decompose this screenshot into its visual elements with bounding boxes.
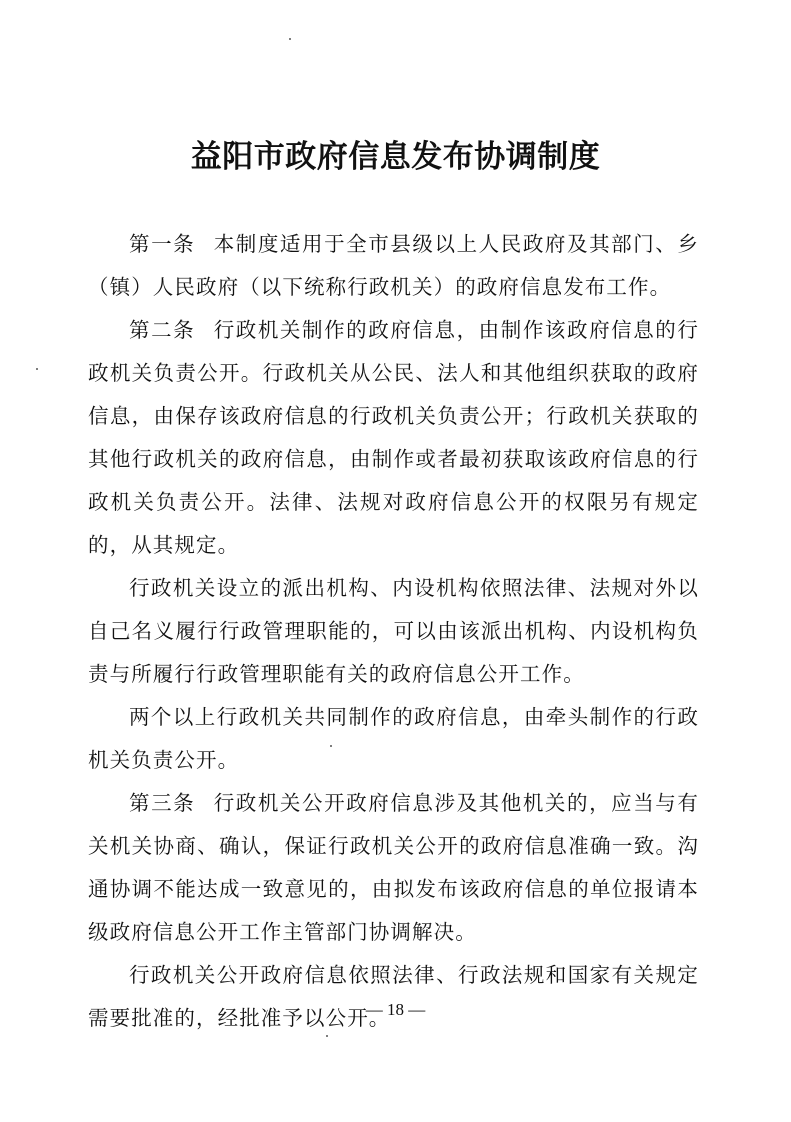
paragraph-text: 两个以上行政机关共同制作的政府信息，由牵头制作的行政机关负责公开。: [88, 705, 699, 772]
paragraph-text: 行政机关公开政府信息依照法律、行政法规和国家有关规定需要批准的，经批准予以公开。: [88, 963, 699, 1030]
scan-speck: [330, 745, 332, 747]
page-title: 益阳市政府信息发布协调制度: [190, 139, 601, 175]
paragraph-article-2-clause-3: [88, 696, 699, 782]
paragraph-article-1: [88, 223, 699, 309]
article-label: 第二条: [129, 318, 196, 342]
article-label: 第一条: [129, 232, 196, 256]
paragraph-text: 行政机关设立的派出机构、内设机构依照法律、法规对外以自己名义履行行政管理职能的，可以由该派出机构、内设机构负责与所履行行政管理职能有关的政府信息公开工作。: [88, 576, 699, 686]
scan-speck: [36, 368, 38, 370]
paragraph-text: 行政机关公开政府信息涉及其他机关的，应当与有关机关协商、确认，保证行政机关公开的政府信息准确一致。沟通协调不能达成一致意见的，由拟发布该政府信息的单位报请本级政府信息公开工作主管部门协调解决。: [88, 791, 699, 944]
article-label: 第三条: [129, 791, 196, 815]
paragraph-article-3-clause-2: [88, 954, 699, 1040]
page-number: — 18 —: [365, 1000, 426, 1019]
paragraph-text: 本制度适用于全市县级以上人民政府及其部门、乡（镇）人民政府（以下统称行政机关）的政府信息发布工作。: [88, 232, 699, 299]
paragraph-article-2: [88, 309, 699, 567]
paragraph-text: 行政机关制作的政府信息，由制作该政府信息的行政机关负责公开。行政机关从公民、法人和其他组织获取的政府信息，由保存该政府信息的行政机关负责公开；行政机关获取的其他行政机关的政府信息，由制作或者最初获取该政府信息的行政机关负责公开。法律、法规对政府信息公开的权限另有规定的，从其规定。: [88, 318, 699, 557]
scan-speck: [326, 1035, 328, 1037]
document-body: [88, 223, 699, 1040]
paragraph-article-2-clause-2: [88, 567, 699, 696]
paragraph-article-3: [88, 782, 699, 954]
scan-speck: [289, 38, 291, 40]
